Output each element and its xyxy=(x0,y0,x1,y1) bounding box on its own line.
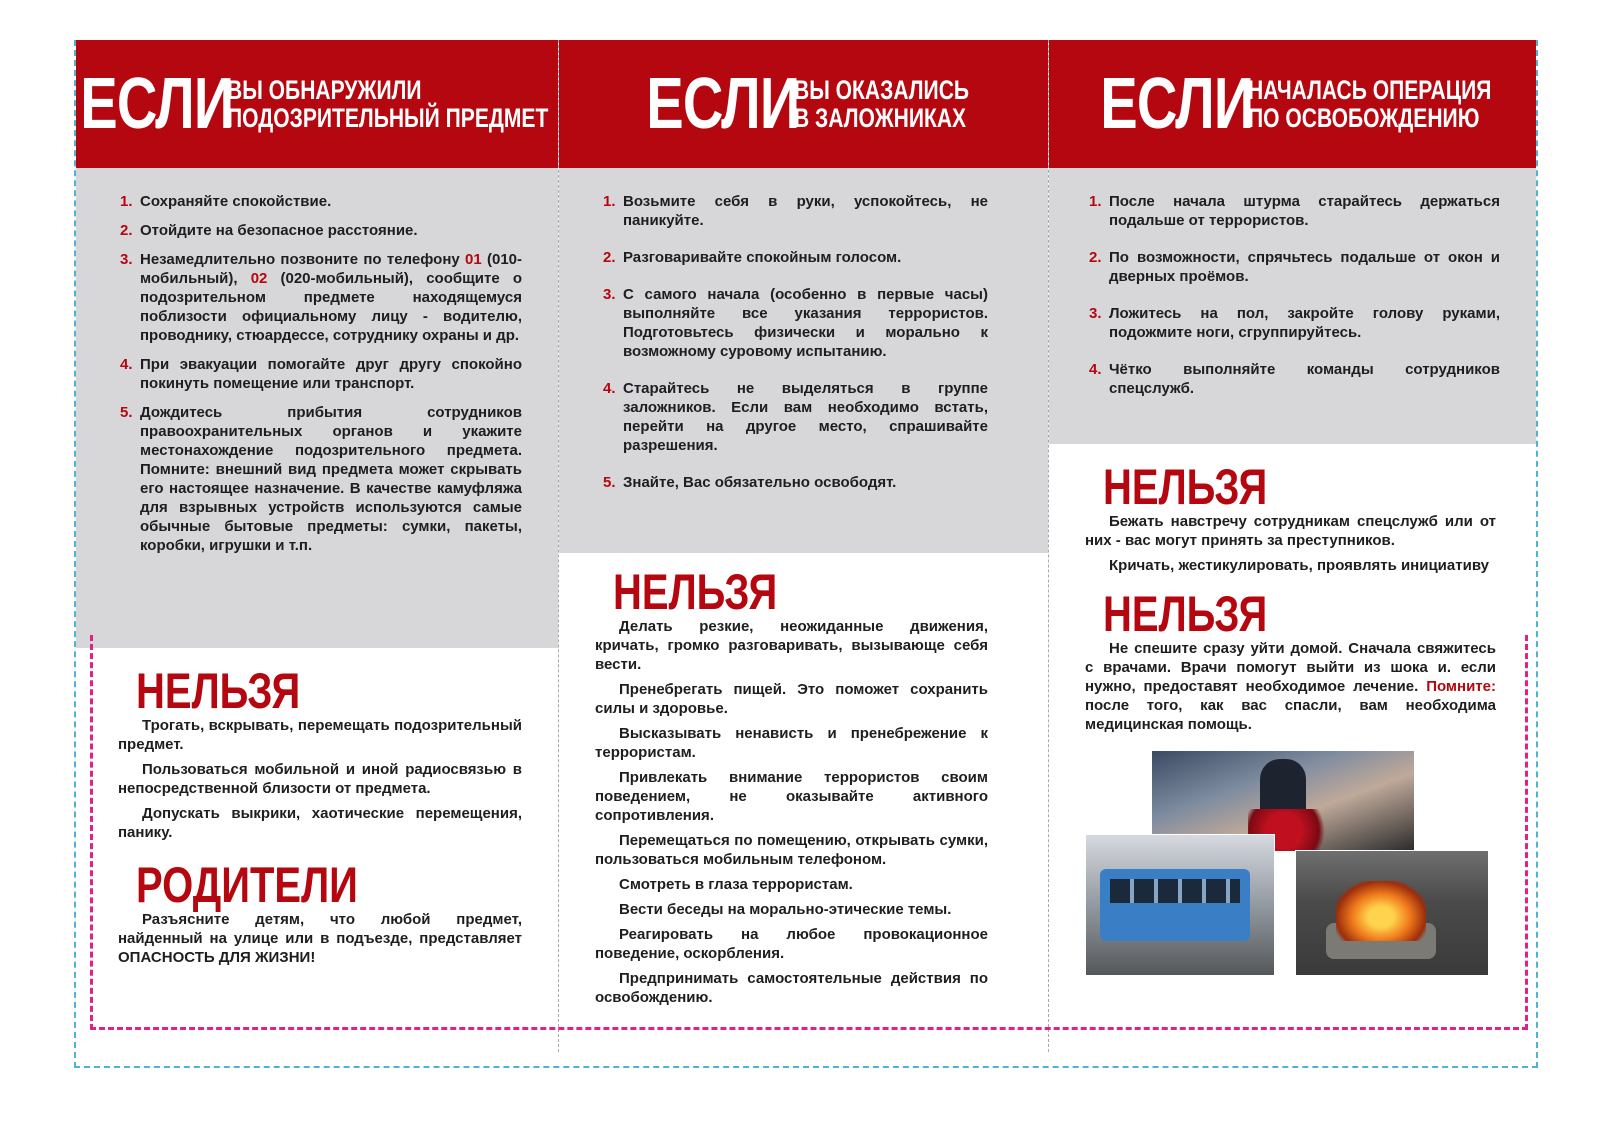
section-title: НЕЛЬЗЯ xyxy=(613,564,778,620)
panel-hostage xyxy=(558,40,1048,1052)
panel-header xyxy=(559,40,1048,168)
paragraph: Бежать навстречу сотрудникам спецслужб или от них - вас могут принять за преступников. xyxy=(1085,513,1496,549)
steps-block xyxy=(1049,168,1536,444)
paragraph: Кричать, жестикулировать, проявлять инициативу xyxy=(1109,557,1490,574)
panel-rescue-operation xyxy=(1048,40,1536,1052)
steps-block xyxy=(76,168,558,648)
list-item: 1. Сохраняйте спокойствие. xyxy=(120,193,332,210)
list-item: 3. Ложитесь на пол, закройте голову руками, подожмите ноги, сгруппируйтесь. xyxy=(1089,305,1500,341)
list-item: 5. Дождитесь прибытия сотрудников правоохранительных органов и укажите местонахождение подозрительного предмета. Помните: внешний вид предмета может скрывать его настоящее назначение. В качестве камуфляжа для взрывных устройств используются самые обычные бытовые предметы: сумки, пакеты, коробки, игрушки и т.п. xyxy=(120,404,522,554)
list-item: 3. С самого начала (особенно в первые часы) выполняйте все указания террористов. Подготовьтесь физически и морально к возможному суровому испытанию. xyxy=(603,286,988,360)
photo-collage xyxy=(1085,750,1496,990)
list-item: 4. Чётко выполняйте команды сотрудников спецслужб. xyxy=(1089,361,1500,397)
forbidden-block xyxy=(559,553,1048,1007)
list-item: 4. При эвакуации помогайте друг другу спокойно покинуть помещение или транспорт. xyxy=(120,356,522,392)
paragraph: Допускать выкрики, хаотические перемещения, панику. xyxy=(118,805,522,841)
photo-damaged-bus xyxy=(1085,834,1275,976)
paragraph: Разъясните детям, что любой предмет, найденный на улице или в подъезде, представляет ОПАСНОСТЬ ДЛЯ ЖИЗНИ! xyxy=(118,911,522,966)
list-item: 4. Старайтесь не выделяться в группе заложников. Если вам необходимо встать, перейти на другое место, спрашивайте разрешения. xyxy=(603,380,988,454)
steps-block xyxy=(559,168,1048,553)
header-subtitle: ВЫ ОБНАРУЖИЛИ ПОДОЗРИТЕЛЬНЫЙ ПРЕДМЕТ xyxy=(227,75,549,133)
section-title: НЕЛЬЗЯ xyxy=(1103,459,1268,515)
panel-suspicious-object xyxy=(76,40,558,1052)
steps-list xyxy=(559,192,1048,492)
paragraph: Привлекать внимание террористов своим поведением, не оказывайте активного сопротивления. xyxy=(595,769,988,824)
paragraph: Пренебрегать пищей. Это поможет сохранить силы и здоровье. xyxy=(595,681,988,717)
paragraph: Делать резкие, неожиданные движения, кричать, громко разговаривать, вызывающе себя вести. xyxy=(595,618,988,673)
forbidden-block xyxy=(76,648,558,967)
panel-header xyxy=(76,40,558,168)
list-item: 3. Незамедлительно позвоните по телефону 01 (010-мобильный), 02 (020-мобильный), сообщите о подозрительном предмете находящемуся поблизости официальному лицу - водителю, проводнику, стюардессе, сотруднику охраны и др. xyxy=(120,251,523,344)
paragraph: Перемещаться по помещению, открывать сумки, пользоваться мобильным телефоном. xyxy=(595,832,988,868)
list-item: 2. Разговаривайте спокойным голосом. xyxy=(603,249,902,266)
header-subtitle: НАЧАЛАСЬ ОПЕРАЦИЯ ПО ОСВОБОЖДЕНИЮ xyxy=(1247,75,1492,133)
section-title: РОДИТЕЛИ xyxy=(136,857,358,913)
steps-list xyxy=(1049,192,1536,398)
paragraph: Трогать, вскрывать, перемещать подозрительный предмет. xyxy=(118,717,522,753)
header-big-word: ЕСЛИ xyxy=(646,64,800,144)
list-item: 1. После начала штурма старайтесь держаться подальше от террористов. xyxy=(1089,193,1500,229)
header-subtitle: ВЫ ОКАЗАЛИСЬ В ЗАЛОЖНИКАХ xyxy=(793,75,969,133)
paragraph: Предпринимать самостоятельные действия по освобождению. xyxy=(595,970,988,1006)
list-item: 2. Отойдите на безопасное расстояние. xyxy=(120,222,418,239)
paragraph: Смотреть в глаза террористам. xyxy=(619,876,853,893)
header-big-word: ЕСЛИ xyxy=(79,64,234,144)
photo-burning-car xyxy=(1295,850,1489,976)
list-item: 1. Возьмите себя в руки, успокойтесь, не паникуйте. xyxy=(603,193,988,229)
steps-list xyxy=(76,192,558,555)
section-title: НЕЛЬЗЯ xyxy=(1103,586,1268,642)
list-item: 2. По возможности, спрячьтесь подальше от окон и дверных проёмов. xyxy=(1089,249,1500,285)
header-big-word: ЕСЛИ xyxy=(1100,64,1254,144)
forbidden-block xyxy=(1049,444,1536,990)
section-title: НЕЛЬЗЯ xyxy=(136,663,301,719)
list-item: 5. Знайте, Вас обязательно освободят. xyxy=(603,474,897,491)
panel-header xyxy=(1049,40,1536,168)
paragraph: Реагировать на любое провокационное поведение, оскорбления. xyxy=(595,926,988,962)
paragraph: Не спешите сразу уйти домой. Сначала свяжитесь с врачами. Врачи помогут выйти из шока и. если нужно, предоставят необходимое лечение. Помните: после того, как вас спасли, вам необходима медицинская помощь. xyxy=(1085,640,1496,733)
paragraph: Высказывать ненависть и пренебрежение к террористам. xyxy=(595,725,988,761)
paragraph: Пользоваться мобильной и иной радиосвязью в непосредственной близости от предмета. xyxy=(118,761,522,797)
paragraph: Вести беседы на морально-этические темы. xyxy=(619,901,952,918)
